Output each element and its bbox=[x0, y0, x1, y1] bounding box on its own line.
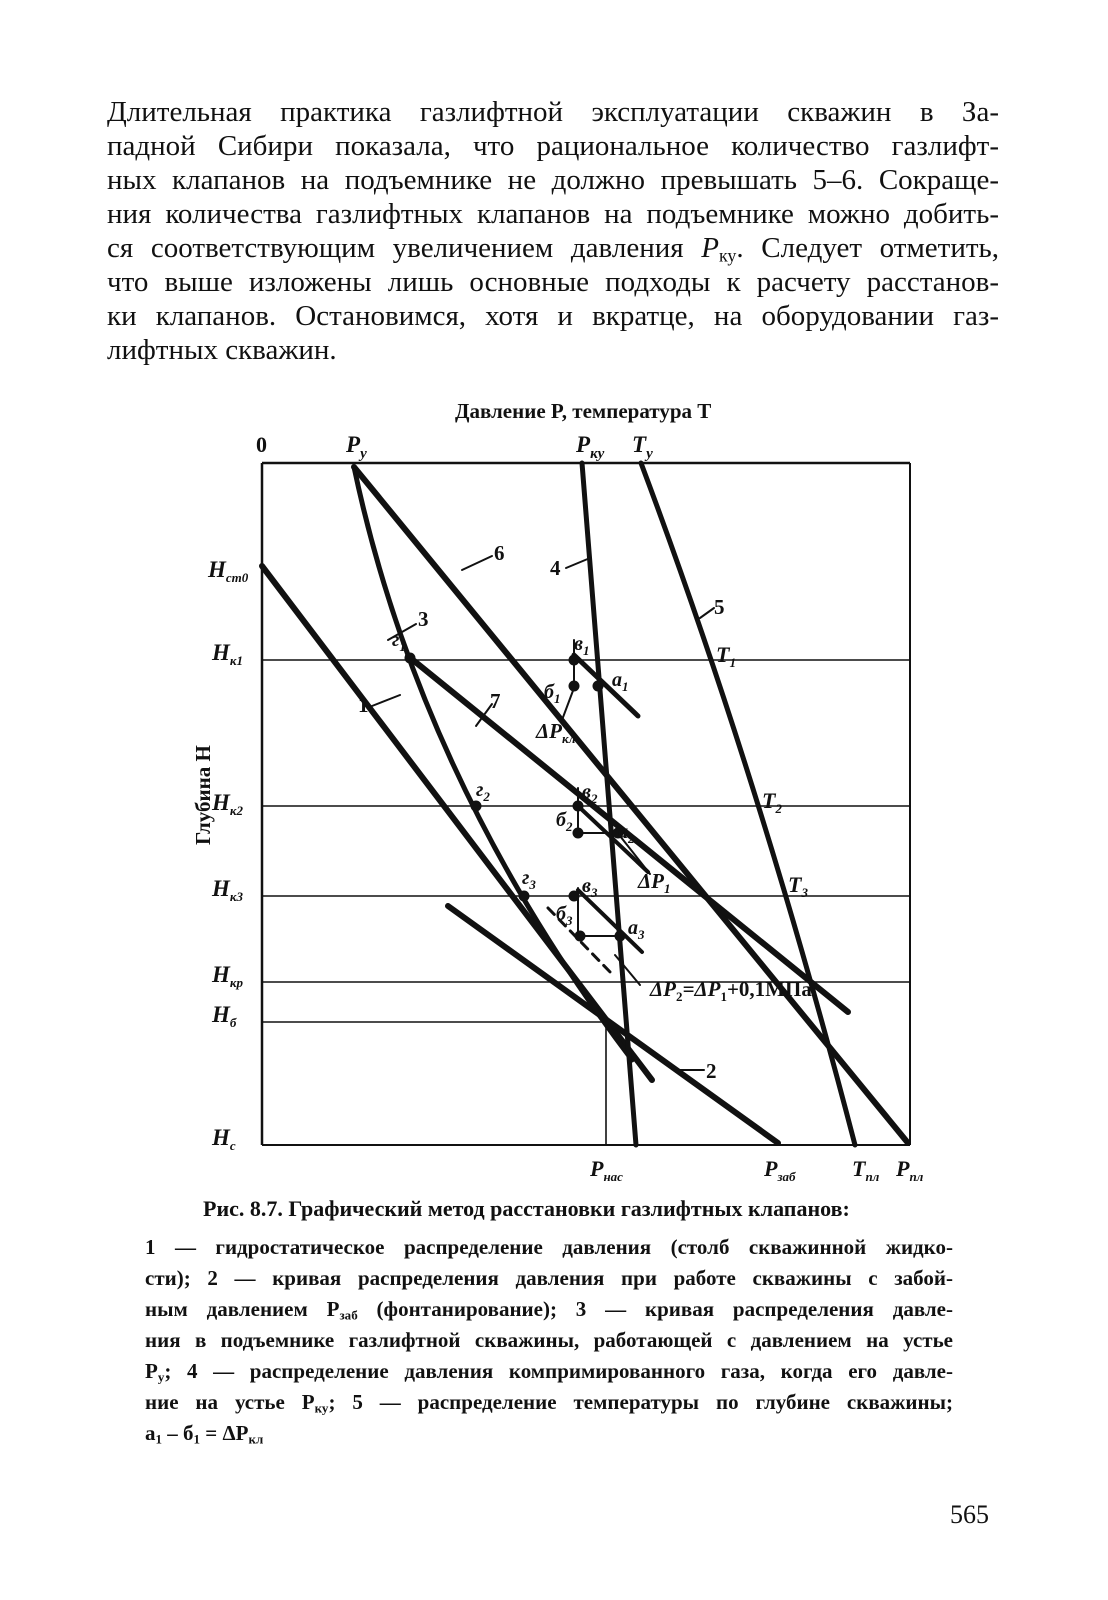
valve-placement-diagram bbox=[0, 380, 1108, 1210]
point-label-a2: $а_2$ bbox=[618, 821, 635, 846]
curve-label-2: 2 bbox=[706, 1059, 717, 1083]
point-label-v3: $в_3$ bbox=[582, 875, 598, 900]
top-label-py: $P_у$ bbox=[346, 432, 367, 462]
point-label-b2: $б_2$ bbox=[556, 809, 573, 834]
curve-6 bbox=[354, 467, 908, 1143]
point-a1 bbox=[593, 681, 604, 692]
delta-label-dp2: $\Delta P_2=\Delta P_1+0,1МПа$ bbox=[650, 977, 812, 1004]
curve-label-5: 5 bbox=[714, 595, 725, 619]
leader-5 bbox=[700, 608, 714, 618]
curve-label-4: 4 bbox=[550, 556, 561, 580]
point-label-b3: $б_3$ bbox=[556, 903, 573, 928]
depth-label-hk3: $H_{к3}$ bbox=[212, 876, 243, 904]
caption-line: ным давлением $P_{заб}$ (фонтанирование); 3 — кривая распределения давле- bbox=[145, 1297, 953, 1323]
caption-line: ния в подъемнике газлифтной скважины, работающей с давлением на устье bbox=[145, 1328, 953, 1352]
temp-label-t2: $T_2$ bbox=[762, 788, 782, 816]
caption-line: ние на устье $P_{ку}$; 5 — распределение температуры по глубине скважины; bbox=[145, 1390, 953, 1416]
top-label-pku: $P_{ку}$ bbox=[576, 432, 605, 462]
curve-label-7: 7 bbox=[490, 689, 501, 713]
dp2-pointer bbox=[615, 955, 640, 985]
paragraph-line: ки клапанов. Остановимся, хотя и вкратце, на оборудовании газ- bbox=[107, 300, 999, 332]
leader-4 bbox=[566, 558, 590, 568]
point-label-g3: $г_3$ bbox=[522, 867, 536, 892]
caption-line: сти); 2 — кривая распределения давления при работе скважины с забой- bbox=[145, 1266, 953, 1290]
point-g1 bbox=[405, 653, 416, 664]
left-axis-title: Глубина H bbox=[191, 745, 215, 845]
paragraph-line: ния количества газлифтных клапанов на подъемнике можно добить- bbox=[107, 198, 999, 230]
point-v1 bbox=[569, 655, 580, 666]
top-label-ty: $T_у$ bbox=[632, 432, 653, 462]
delta-label-dp-kl: $\Delta P_{кл}$ bbox=[536, 719, 576, 746]
point-a3 bbox=[615, 931, 626, 942]
paragraph-line: Длительная практика газлифтной эксплуатации скважин в За- bbox=[107, 96, 999, 128]
point-label-b1: $б_1$ bbox=[544, 681, 561, 706]
dp-kl-pointer bbox=[562, 688, 574, 720]
point-label-g1: $г_1$ bbox=[392, 629, 406, 654]
temp-label-t1: $T_1$ bbox=[716, 642, 736, 670]
leader-1 bbox=[372, 695, 400, 706]
curve-label-3: 3 bbox=[418, 607, 429, 631]
point-label-a3: $а_3$ bbox=[628, 917, 645, 942]
point-g2 bbox=[471, 801, 482, 812]
depth-label-hb: $H_б$ bbox=[212, 1002, 237, 1030]
caption-line: $P_у$; 4 — распределение давления компримированного газа, когда его давле- bbox=[145, 1359, 953, 1385]
paragraph-line: лифтных скважин. bbox=[107, 334, 337, 366]
page-number: 565 bbox=[950, 1500, 989, 1529]
depth-label-hkr: $H_{кр}$ bbox=[212, 962, 243, 990]
curve-2-flowing bbox=[448, 906, 778, 1143]
top-label-zero: 0 bbox=[256, 432, 267, 457]
bottom-label-pzab: $P_{заб}$ bbox=[764, 1156, 796, 1184]
figure-caption-body bbox=[145, 1232, 953, 1449]
depth-label-hk2: $H_{к2}$ bbox=[212, 790, 243, 818]
point-b1 bbox=[569, 681, 580, 692]
depth-label-hs: $H_с$ bbox=[212, 1125, 236, 1153]
paragraph-line: падной Сибири показала, что рациональное количество газлифт- bbox=[107, 130, 999, 162]
caption-line: $а_1 - б_1 = \Delta P_{кл}$ bbox=[145, 1421, 264, 1447]
point-label-v2: $в_2$ bbox=[582, 781, 598, 806]
bottom-label-ppl: $P_{пл}$ bbox=[896, 1156, 924, 1184]
delta-label-dp1: $\Delta P_1$ bbox=[638, 869, 671, 896]
depth-label-hst0: $H_{ст0}$ bbox=[208, 557, 249, 585]
bottom-label-psat: $P_{нас}$ bbox=[590, 1156, 623, 1184]
figure-caption-title: Рис. 8.7. Графический метод расстановки газлифтных клапанов: bbox=[203, 1196, 850, 1221]
point-g3 bbox=[519, 891, 530, 902]
leader-6 bbox=[462, 556, 492, 570]
point-b2 bbox=[573, 828, 584, 839]
body-paragraph bbox=[107, 95, 999, 367]
point-v3 bbox=[569, 891, 580, 902]
point-label-g2: $г_2$ bbox=[476, 779, 490, 804]
caption-line: 1 — гидростатическое распределение давления (столб скважинной жидко- bbox=[145, 1235, 953, 1259]
top-axis-title: Давление P, температура T bbox=[455, 399, 712, 423]
paragraph-line: ных клапанов на подъемнике не должно превышать 5–6. Сокраще- bbox=[107, 164, 999, 196]
depth-label-hk1: $H_{к1}$ bbox=[212, 640, 243, 668]
bottom-label-tpl: $T_{пл}$ bbox=[852, 1156, 880, 1184]
paragraph-line: что выше изложены лишь основные подходы к расчету расстанов- bbox=[107, 266, 999, 298]
point-b3 bbox=[575, 931, 586, 942]
curve-label-1: 1 bbox=[358, 693, 369, 717]
point-label-a1: $а_1$ bbox=[612, 669, 629, 694]
curve-label-6: 6 bbox=[494, 541, 505, 565]
temp-label-t3: $T_3$ bbox=[788, 872, 808, 900]
point-label-v1: $в_1$ bbox=[574, 633, 590, 658]
paragraph-line: ся соответствующим увеличением давления $P_{ку}$. Следует отметить, bbox=[107, 232, 1000, 266]
